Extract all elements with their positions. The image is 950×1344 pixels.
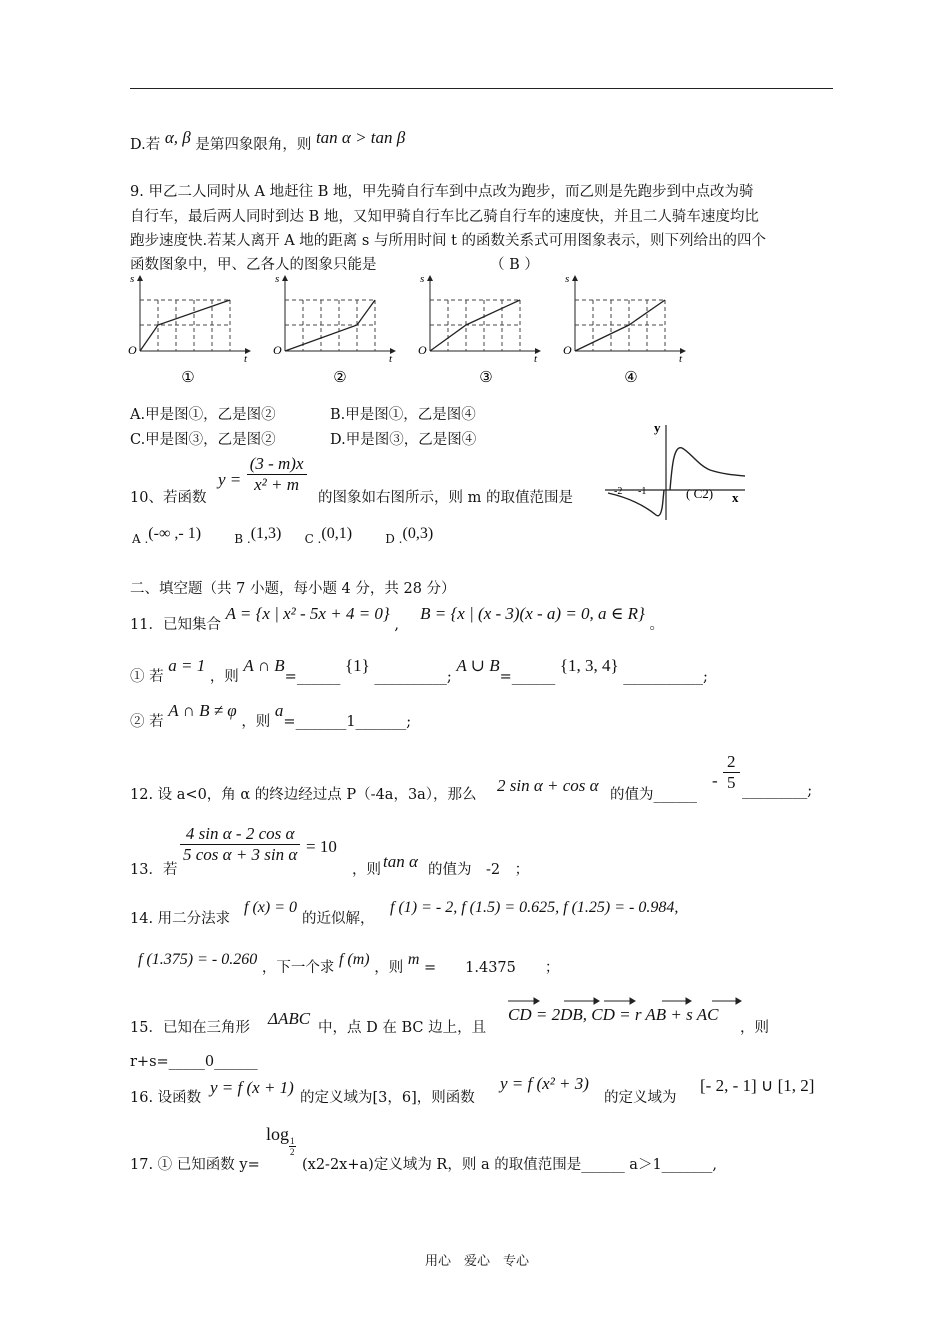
q17-base-num: 1 bbox=[290, 1136, 295, 1146]
axis-t: t bbox=[389, 353, 393, 365]
q11-p1-cond: a = 1 bbox=[168, 656, 206, 675]
q14-prefix: 14. 用二分法求 bbox=[130, 911, 231, 927]
q10-prefix: 10、若函数 bbox=[130, 490, 207, 506]
q9-line1: 9. 甲乙二人同时从 A 地赶往 B 地，甲先骑自行车到中点改为跑步，而乙则是先跑步到中点改为骑 bbox=[130, 184, 754, 200]
q12-neg: - bbox=[712, 771, 718, 790]
q10-numerator: (3 - m)x bbox=[247, 454, 307, 475]
q11-p2-label: ② 若 bbox=[130, 714, 164, 730]
q13-tan: tan α bbox=[383, 852, 418, 871]
q9-answer: （ B ） bbox=[490, 257, 539, 273]
q12-expr: 2 sin α + cos α bbox=[497, 776, 599, 795]
q17-base-den: 2 bbox=[290, 1147, 295, 1157]
q10-formula bbox=[218, 454, 307, 495]
q15-end: ，则 bbox=[740, 1020, 769, 1036]
q12-text: 12. 设 a<0，角 α 的终边经过点 P（-4a，3a），那么 bbox=[130, 787, 477, 803]
q11-end: 。 bbox=[649, 617, 664, 633]
q11-p1-blank4: ___________; bbox=[623, 669, 708, 685]
section-2-heading: 二、填空题（共 7 小题，每小题 4 分，共 28 分） bbox=[130, 581, 456, 597]
q12-end: _________; bbox=[742, 783, 813, 799]
q15-mid: 中，点 D 在 BC 边上，且 bbox=[318, 1020, 487, 1036]
q15-prefix: 15．已知在三角形 bbox=[130, 1020, 250, 1036]
axis-s: s bbox=[565, 273, 570, 285]
origin: O bbox=[273, 343, 282, 357]
q11-part2 bbox=[130, 700, 412, 730]
q11-part1 bbox=[130, 655, 708, 685]
graph-3 bbox=[418, 273, 540, 386]
q13-eq: = 10 bbox=[306, 837, 337, 856]
q9-option-b: B.甲是图①，乙是图④ bbox=[330, 407, 476, 423]
footer: 用心 爱心 专心 bbox=[425, 1254, 530, 1269]
axis-t: t bbox=[534, 353, 538, 365]
q9-option-a: A.甲是图①，乙是图② bbox=[130, 407, 276, 423]
graph-label-1: ① bbox=[181, 370, 195, 386]
q13-numerator: 4 sin α - 2 cos α bbox=[180, 824, 300, 845]
header-rule bbox=[130, 88, 833, 89]
q11-p2-answer: =_______1_______; bbox=[283, 714, 412, 730]
q11-line bbox=[130, 603, 664, 633]
q10-tick-3: ( C2) bbox=[686, 486, 714, 501]
q10-graph-x: x bbox=[732, 490, 739, 505]
q15-answer: r+s=_____0______ bbox=[130, 1054, 258, 1070]
q10-denominator: x² + m bbox=[254, 475, 300, 494]
q10-graph-y: y bbox=[654, 420, 661, 435]
q10-option-c: (0,1) bbox=[321, 525, 353, 542]
q11-set-b: B = {x | (x - 3)(x - a) = 0, a ∈ R} bbox=[420, 604, 645, 623]
q9-option-d: D.甲是图③，乙是图④ bbox=[330, 432, 477, 448]
axis-t: t bbox=[679, 353, 683, 365]
q11-prefix: 11．已知集合 bbox=[130, 617, 221, 633]
graph-label-2: ② bbox=[333, 370, 347, 386]
q16-mid: 的定义域为[3，6]，则函数 bbox=[300, 1090, 475, 1106]
q12-fraction bbox=[723, 752, 740, 793]
q10-y: y = bbox=[218, 470, 242, 489]
q12-denominator: 5 bbox=[727, 773, 736, 792]
q11-p2-then: ，则 bbox=[241, 714, 271, 730]
q14-m: m bbox=[407, 951, 420, 968]
q10-option-a: (-∞ ,- 1) bbox=[148, 525, 202, 542]
q13-denominator: 5 cos α + 3 sin α bbox=[183, 845, 298, 864]
q11-p1-blank3: =______ bbox=[499, 669, 556, 685]
graph-1 bbox=[128, 273, 250, 386]
q14-mid: 的近似解， bbox=[302, 911, 375, 927]
q11-p1-label: ① 若 bbox=[130, 669, 164, 685]
q13-end: 的值为 -2 ； bbox=[428, 862, 530, 878]
q16-f1: y = f (x + 1) bbox=[210, 1078, 294, 1097]
q13-fraction bbox=[180, 824, 300, 865]
q14-line2 bbox=[138, 948, 560, 976]
q11-p1-blank2: __________; bbox=[374, 669, 452, 685]
q14-next: ，下一个求 bbox=[261, 960, 335, 976]
option-d-line bbox=[130, 128, 406, 154]
q17-log-base bbox=[289, 1136, 296, 1157]
q11-comma: , bbox=[394, 617, 399, 633]
q9-line4: 函数图象中，甲、乙各人的图象只能是 bbox=[130, 257, 377, 273]
q10-fraction bbox=[247, 454, 307, 495]
q14-values: f (1) = - 2, f (1.5) = 0.625, f (1.25) = - 0.984, bbox=[390, 899, 679, 916]
option-d-math2: tan α > tan β bbox=[315, 128, 406, 147]
q9-line3: 跑步速度快.若某人离开 A 地的距离 s 与所用时间 t 的函数关系式可用图象表示，则下列给出的四个 bbox=[130, 233, 766, 249]
q11-p1-ans1: {1} bbox=[344, 656, 370, 675]
axis-s: s bbox=[130, 273, 135, 285]
q10-tick-1: -2 bbox=[614, 486, 623, 497]
q11-p1-union: A ∪ B bbox=[456, 656, 500, 675]
graph-2 bbox=[273, 273, 395, 386]
q10-options bbox=[132, 525, 434, 548]
q14-answer: = 1.4375 ； bbox=[424, 960, 560, 976]
q10-option-c-label: C . bbox=[304, 532, 322, 546]
q17-log: log bbox=[266, 1124, 290, 1144]
q16-f2: y = f (x² + 3) bbox=[500, 1074, 589, 1093]
q11-p1-ans2: {1, 3, 4} bbox=[559, 656, 619, 675]
q10-graph bbox=[600, 420, 750, 525]
q10-suffix: 的图象如右图所示，则 m 的取值范围是 bbox=[318, 490, 573, 506]
q11-p2-cond: A ∩ B ≠ φ bbox=[168, 701, 237, 720]
q14-f1375: f (1.375) = - 0.260 bbox=[138, 951, 258, 968]
q16-mid2: 的定义域为 bbox=[604, 1090, 677, 1106]
q17-rest: (x2-2x+a)定义域为 R，则 a 的取值范围是______ a＞1_______, bbox=[302, 1157, 718, 1173]
q10-option-b: (1,3) bbox=[250, 525, 282, 542]
q12-numerator: 2 bbox=[723, 752, 740, 773]
graph-label-3: ③ bbox=[479, 370, 493, 386]
q11-p1-blank1: =______ bbox=[284, 669, 341, 685]
q11-p1-intersect: A ∩ B bbox=[243, 656, 285, 675]
q11-p2-var: a bbox=[274, 701, 284, 720]
option-d-prefix: D.若 bbox=[130, 137, 161, 153]
q10-tick-2: -1 bbox=[638, 486, 647, 497]
q10-option-b-label: B . bbox=[234, 532, 251, 546]
option-d-mid: 是第四象限角，则 bbox=[195, 137, 312, 153]
q17-prefix: 17. ① 已知函数 y= bbox=[130, 1157, 260, 1173]
axis-s: s bbox=[275, 273, 280, 285]
q15-vectors: CD = 2DB, CD = r AB + s AC bbox=[508, 1005, 719, 1024]
q14-eq: f (x) = 0 bbox=[244, 899, 297, 916]
axis-s: s bbox=[420, 273, 425, 285]
q13-prefix: 13．若 bbox=[130, 862, 178, 878]
graph-label-4: ④ bbox=[624, 370, 638, 386]
q9-option-c: C.甲是图③，乙是图② bbox=[130, 432, 276, 448]
q11-p1-then: ，则 bbox=[209, 669, 239, 685]
q10-option-d: (0,3) bbox=[402, 525, 434, 542]
q9-line2: 自行车，最后两人同时到达 B 地，又知甲骑自行车比乙骑自行车的速度快，并且二人骑车速度均比 bbox=[130, 209, 759, 225]
q14-fm: f (m) bbox=[338, 951, 370, 968]
option-d-math1: α, β bbox=[164, 128, 191, 147]
q13-mid: ，则 bbox=[352, 862, 381, 878]
origin: O bbox=[563, 343, 572, 357]
q14-then: ，则 bbox=[374, 960, 404, 976]
q15-triangle: ΔABC bbox=[268, 1009, 311, 1028]
q10-option-a-label: A . bbox=[132, 532, 149, 546]
origin: O bbox=[128, 343, 137, 357]
q12-mid: 的值为______ bbox=[610, 787, 697, 803]
q11-set-a: A = {x | x² - 5x + 4 = 0} bbox=[225, 604, 390, 623]
graph-4 bbox=[563, 273, 685, 386]
q16-answer: [- 2, - 1] ∪ [1, 2] bbox=[700, 1076, 815, 1095]
q10-option-d-label: D . bbox=[385, 532, 403, 546]
origin: O bbox=[418, 343, 427, 357]
q16-prefix: 16. 设函数 bbox=[130, 1090, 202, 1106]
q9-graphs bbox=[120, 268, 700, 388]
axis-t: t bbox=[244, 353, 248, 365]
